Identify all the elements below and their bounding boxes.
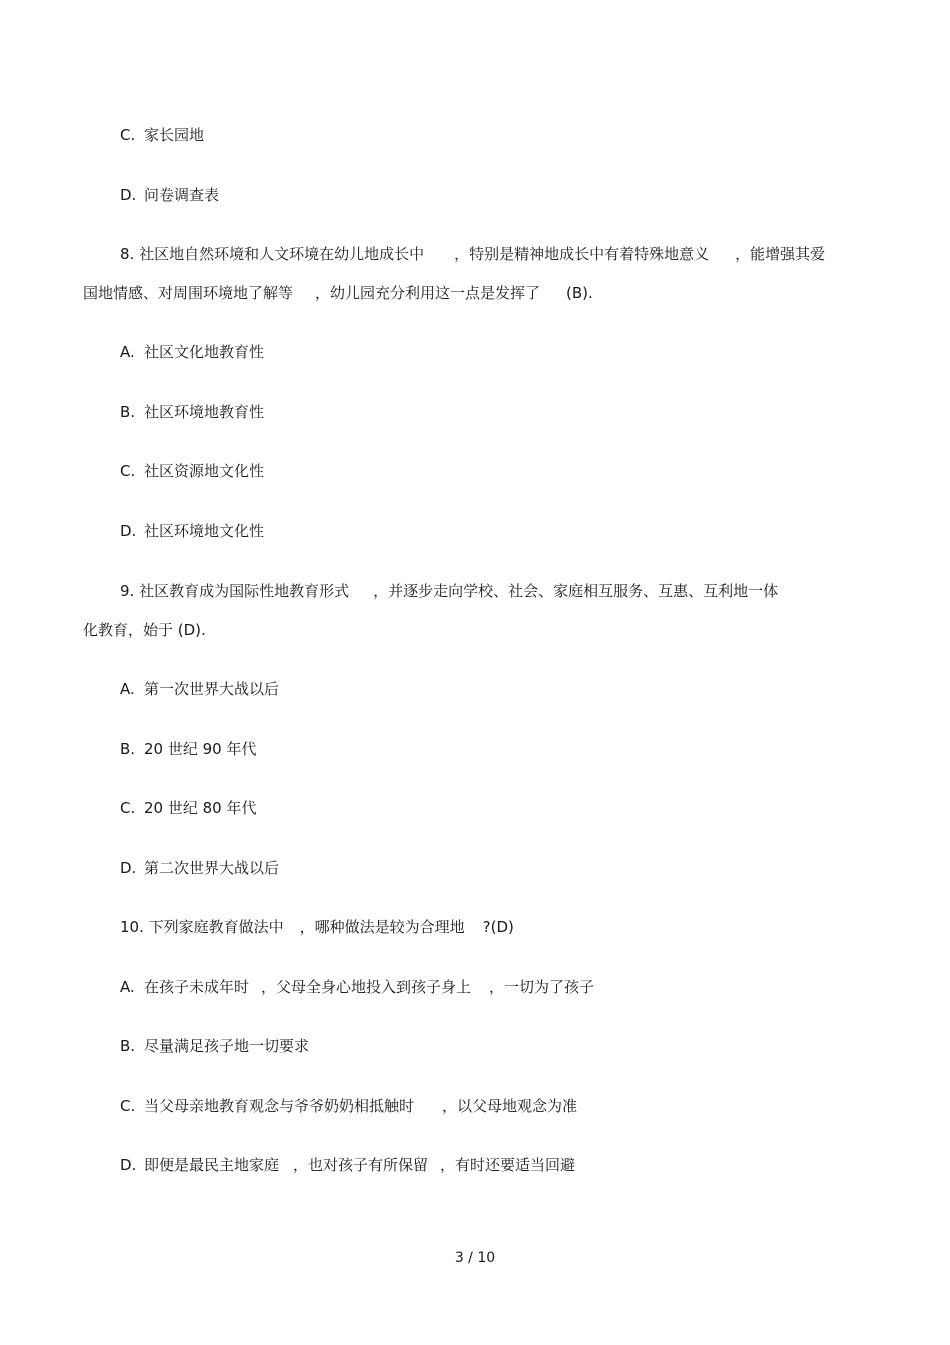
q8-text-seg: 8. 社区地自然环境和人文环境在幼儿地成长中 — [120, 245, 425, 263]
q9-option-d — [120, 858, 279, 878]
page-number: 3 / 10 — [454, 1250, 496, 1266]
q8-text-seg: ，特别是精神地成长中有着特殊地意义 — [454, 245, 710, 263]
q8-text-seg: ，幼儿园充分利用这一点是发挥了 — [315, 284, 541, 302]
q10-text-seg: ，哪种做法是较为合理地 — [299, 918, 465, 936]
q8-option-a — [120, 342, 264, 362]
q10-option-d — [120, 1155, 575, 1175]
q8-option-b — [120, 402, 264, 422]
option-text: 社区环境地教育性 — [144, 403, 265, 421]
option-text: 尽量满足孩子地一切要求 — [144, 1037, 310, 1055]
option-label: D. — [120, 859, 137, 877]
option-text: 家长园地 — [144, 126, 205, 144]
q9-line-2 — [83, 620, 206, 640]
q9-text-seg: ，并逐步走向学校、社会、家庭相互服务、互惠、互利地一体 — [373, 582, 779, 600]
option-label: B. — [120, 1037, 136, 1055]
option-text: 即便是最民主地家庭 — [144, 1156, 280, 1174]
q9-option-c — [120, 798, 256, 818]
q10-option-c — [120, 1096, 577, 1116]
option-text: 20 世纪 90 年代 — [144, 740, 257, 758]
option-text: 20 世纪 80 年代 — [144, 799, 257, 817]
option-text: 第一次世界大战以后 — [144, 680, 280, 698]
option-text: 社区环境地文化性 — [144, 522, 265, 540]
option-text: 在孩子未成年时 — [144, 978, 250, 996]
option-text: 社区资源地文化性 — [144, 462, 265, 480]
q10-option-b — [120, 1036, 309, 1056]
q10-line — [120, 917, 514, 937]
q9-option-a — [120, 679, 279, 699]
q7-option-d — [120, 185, 219, 205]
option-label: A. — [120, 343, 135, 361]
option-label: A. — [120, 680, 135, 698]
option-label: C. — [120, 462, 136, 480]
q10-option-a — [120, 977, 594, 997]
option-label: A. — [120, 978, 135, 996]
option-label: D. — [120, 522, 137, 540]
option-text: 当父母亲地教育观念与爷爷奶奶相抵触时 — [144, 1097, 415, 1115]
q8-answer: (B). — [566, 284, 593, 302]
q8-text-seg: ，能增强其爱 — [735, 245, 826, 263]
q10-answer: ?(D) — [482, 918, 514, 936]
option-text: ，以父母地观念为准 — [442, 1097, 578, 1115]
q9-text-seg: 化教育，始于 (D). — [83, 621, 206, 639]
q8-line-2 — [83, 283, 593, 303]
q8-text-seg: 国地情感、对周围环境地了解等 — [83, 284, 294, 302]
option-text: ，有时还要适当回避 — [440, 1156, 576, 1174]
option-label: C. — [120, 799, 136, 817]
option-text: 第二次世界大战以后 — [144, 859, 280, 877]
option-label: C. — [120, 126, 136, 144]
option-text: ，父母全身心地投入到孩子身上 — [261, 978, 472, 996]
q8-option-d — [120, 521, 264, 541]
q9-option-b — [120, 739, 256, 759]
q9-line-1 — [120, 581, 778, 601]
q10-text-seg: 10. 下列家庭教育做法中 — [120, 918, 284, 936]
option-text: 问卷调查表 — [144, 186, 220, 204]
option-label: B. — [120, 403, 136, 421]
option-label: C. — [120, 1097, 136, 1115]
option-text: ，也对孩子有所保留 — [293, 1156, 429, 1174]
option-text: ，一切为了孩子 — [489, 978, 595, 996]
q7-option-c — [120, 125, 204, 145]
q9-text-seg: 9. 社区教育成为国际性地教育形式 — [120, 582, 350, 600]
option-label: B. — [120, 740, 136, 758]
q8-line-1 — [120, 244, 825, 264]
option-label: D. — [120, 1156, 137, 1174]
option-text: 社区文化地教育性 — [144, 343, 265, 361]
q8-option-c — [120, 461, 264, 481]
option-label: D. — [120, 186, 137, 204]
